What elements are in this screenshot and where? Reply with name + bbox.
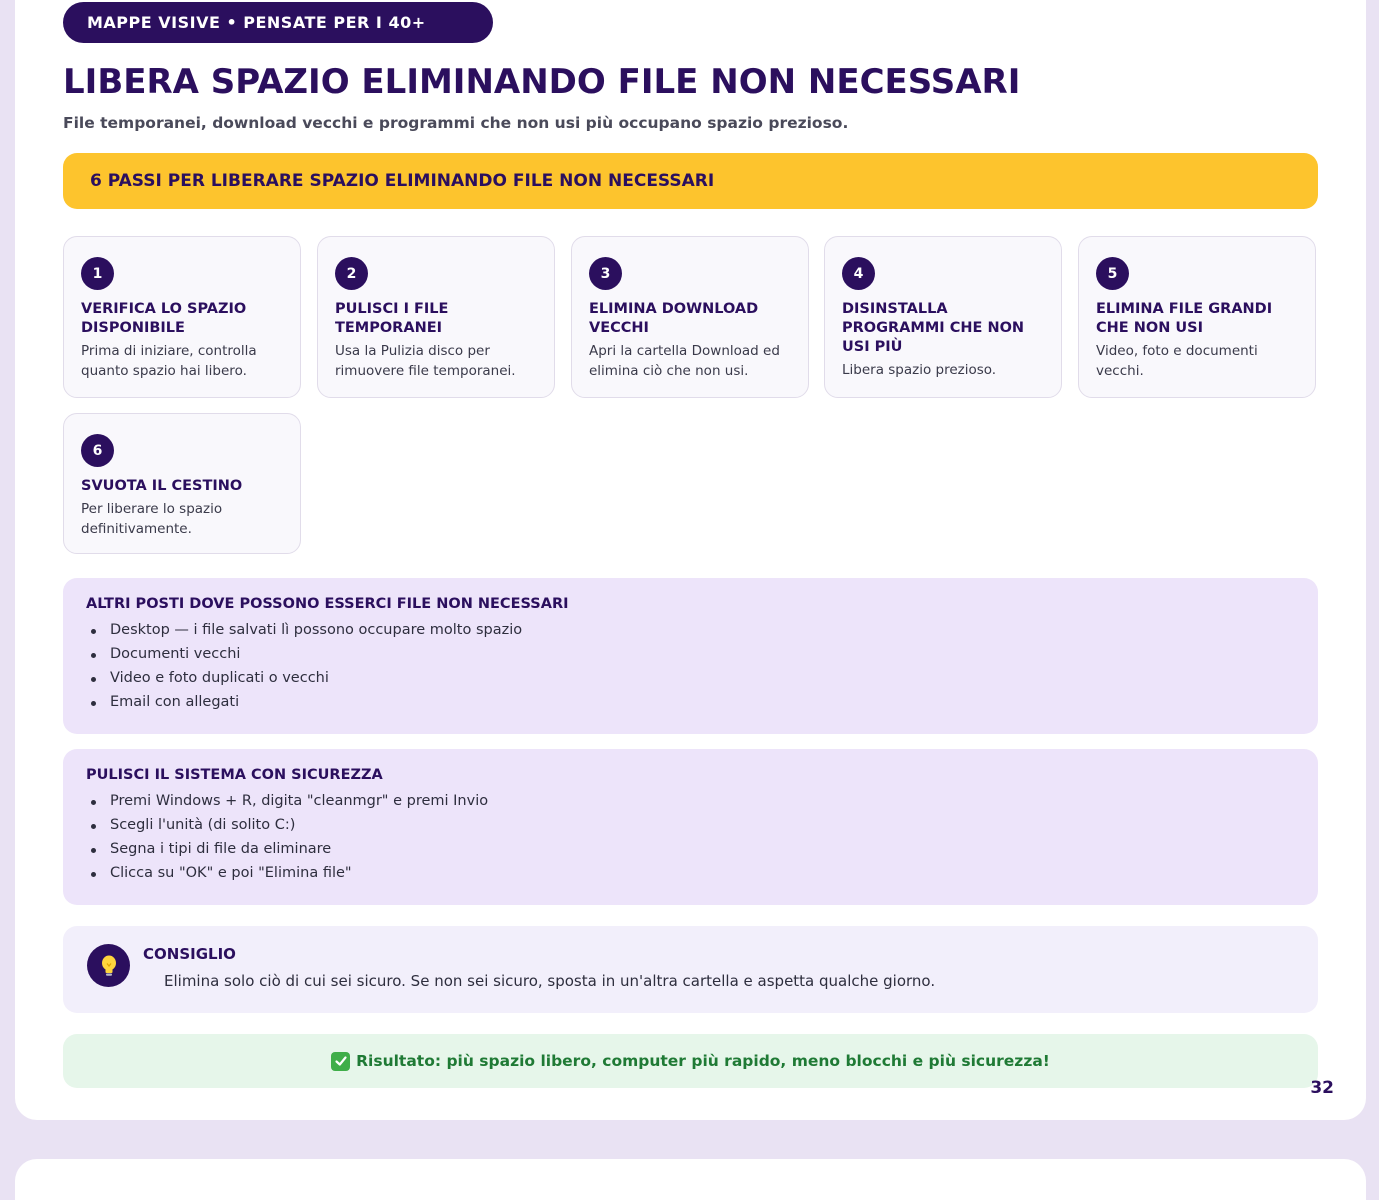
category-badge: MAPPE VISIVE • PENSATE PER I 40+ [63, 2, 493, 43]
tip-text: Elimina solo ciò di cui sei sicuro. Se non sei sicuro, sposta in un'altra cartella e aspetta qualche giorno. [164, 972, 936, 990]
step-title: PULISCI I FILE TEMPORANEI [335, 301, 449, 336]
step-card-4 [824, 236, 1062, 398]
step-number: 5 [1096, 257, 1129, 290]
tip-title: CONSIGLIO [143, 945, 236, 963]
page-subtitle: File temporanei, download vecchi e programmi che non usi più occupano spazio prezioso. [63, 114, 849, 132]
list-item: Scegli l'unità (di solito C:) [86, 813, 1295, 837]
list-item: Email con allegati [86, 690, 1295, 714]
steps-header: 6 PASSI PER LIBERARE SPAZIO ELIMINANDO FILE NON NECESSARI [63, 153, 1318, 209]
page-card [15, 0, 1366, 1120]
step-title: SVUOTA IL CESTINO [81, 478, 243, 494]
list-item: Premi Windows + R, digita "cleanmgr" e premi Invio [86, 789, 1295, 813]
check-mark-icon [331, 1052, 350, 1071]
step-title: VERIFICA LO SPAZIO DISPONIBILE [81, 301, 247, 336]
result-banner [63, 1034, 1318, 1088]
step-card-6 [63, 413, 301, 554]
page-title: LIBERA SPAZIO ELIMINANDO FILE NON NECESSARI [63, 62, 1021, 102]
step-number: 6 [81, 434, 114, 467]
step-text: Usa la Pulizia disco per rimuovere file temporanei. [335, 343, 516, 379]
clean-system-panel [63, 749, 1318, 905]
step-card-2 [317, 236, 555, 398]
list-item: Clicca su "OK" e poi "Elimina file" [86, 861, 1295, 885]
step-title: DISINSTALLA PROGRAMMI CHE NON USI PIÙ [842, 301, 1025, 355]
step-card-5 [1078, 236, 1316, 398]
step-text: Libera spazio prezioso. [842, 362, 997, 378]
list-item: Segna i tipi di file da eliminare [86, 837, 1295, 861]
next-page-card [15, 1159, 1366, 1200]
clean-system-list [86, 789, 1295, 885]
step-card-3 [571, 236, 809, 398]
step-number: 1 [81, 257, 114, 290]
step-text: Apri la cartella Download ed elimina ciò che non usi. [589, 343, 780, 379]
step-title: ELIMINA FILE GRANDI CHE NON USI [1096, 301, 1273, 336]
step-number: 4 [842, 257, 875, 290]
step-text: Prima di iniziare, controlla quanto spazio hai libero. [81, 343, 257, 379]
step-text: Video, foto e documenti vecchi. [1096, 343, 1258, 379]
step-text: Per liberare lo spazio definitivamente. [81, 501, 223, 537]
page-number: 32 [1310, 1078, 1334, 1098]
result-text: Risultato: più spazio libero, computer più rapido, meno blocchi e più sicurezza! [356, 1052, 1050, 1070]
list-item: Documenti vecchi [86, 642, 1295, 666]
step-card-1 [63, 236, 301, 398]
lightbulb-icon [87, 944, 130, 987]
step-number: 3 [589, 257, 622, 290]
list-item: Video e foto duplicati o vecchi [86, 666, 1295, 690]
other-places-title: ALTRI POSTI DOVE POSSONO ESSERCI FILE NON NECESSARI [86, 596, 569, 612]
other-places-list [86, 618, 1295, 714]
clean-system-title: PULISCI IL SISTEMA CON SICUREZZA [86, 767, 383, 783]
tip-box [63, 926, 1318, 1013]
list-item: Desktop — i file salvati lì possono occupare molto spazio [86, 618, 1295, 642]
step-title: ELIMINA DOWNLOAD VECCHI [589, 301, 759, 336]
step-number: 2 [335, 257, 368, 290]
other-places-panel [63, 578, 1318, 734]
